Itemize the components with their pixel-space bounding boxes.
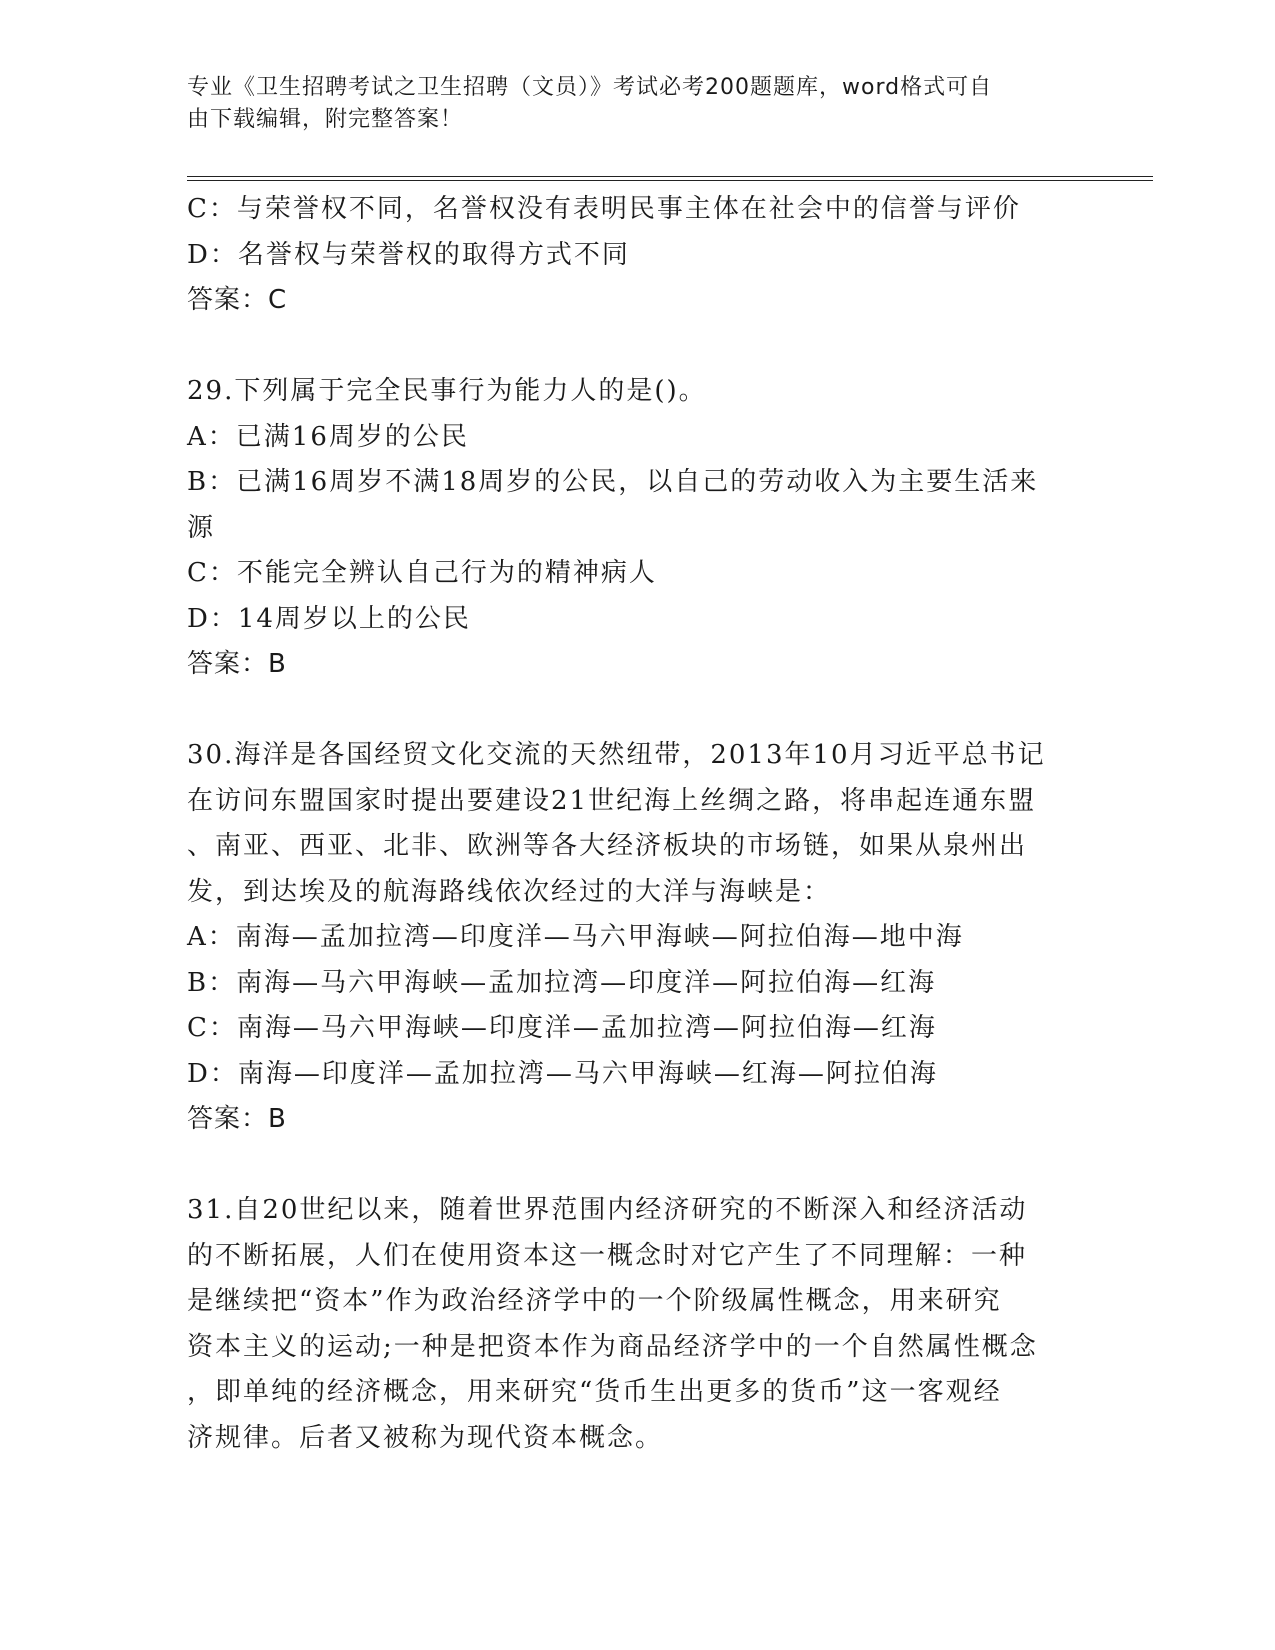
q30-stem-line-1: 30.海洋是各国经贸文化交流的天然纽带，2013年10月习近平总书记: [187, 740, 1046, 770]
q28-answer: 答案：C: [187, 285, 288, 315]
q30-answer: 答案：B: [187, 1104, 287, 1134]
q30-option-c: C：南海—马六甲海峡—印度洋—孟加拉湾—阿拉伯海—红海: [187, 1013, 937, 1043]
header-title-line-1: 专业《卫生招聘考试之卫生招聘（文员）》考试必考200题题库，word格式可自: [187, 75, 993, 100]
spacer: [187, 324, 1087, 370]
q30-option-b: B：南海—马六甲海峡—孟加拉湾—印度洋—阿拉伯海—红海: [187, 967, 937, 998]
q30-option-a: A：南海—孟加拉湾—印度洋—马六甲海峡—阿拉伯海—地中海: [187, 922, 964, 952]
q29-option-c: C：不能完全辨认自己行为的精神病人: [187, 558, 657, 588]
q31-stem-line-2: 的不断拓展，人们在使用资本这一概念时对它产生了不同理解：一种: [187, 1240, 1028, 1271]
q29-option-a: A：已满16周岁的公民: [187, 421, 469, 452]
q31-stem-line-3: 是继续把“资本”作为政治经济学中的一个阶级属性概念，用来研究: [187, 1286, 1002, 1316]
q30-stem-line-3: 、南亚、西亚、北非、欧洲等各大经济板块的市场链，如果从泉州出: [187, 831, 1028, 861]
q29-stem: 29.下列属于完全民事行为能力人的是()。: [187, 376, 707, 406]
q29-answer: 答案：B: [187, 649, 287, 679]
question-content: [187, 187, 1087, 1461]
spacer: [187, 688, 1087, 734]
document-header: [187, 72, 1067, 136]
spacer: [187, 1143, 1087, 1189]
q29-option-d: D：14周岁以上的公民: [187, 603, 471, 634]
q31-stem-line-4: 资本主义的运动;一种是把资本作为商品经济学中的一个自然属性概念: [187, 1331, 1038, 1362]
q31-stem-line-1: 31.自20世纪以来，随着世界范围内经济研究的不断深入和经济活动: [187, 1195, 1028, 1225]
q28-option-d: D：名誉权与荣誉权的取得方式不同: [187, 239, 630, 270]
header-title-line-2: 由下载编辑，附完整答案！: [187, 107, 464, 132]
q31-stem-line-6: 济规律。后者又被称为现代资本概念。: [187, 1422, 664, 1453]
q29-option-b-line-2: 源: [187, 512, 216, 543]
q30-option-d: D：南海—印度洋—孟加拉湾—马六甲海峡—红海—阿拉伯海: [187, 1058, 938, 1089]
q28-option-c: C：与荣誉权不同，名誉权没有表明民事主体在社会中的信誉与评价: [187, 194, 1021, 224]
header-divider: [187, 176, 1153, 181]
q30-stem-line-4: 发，到达埃及的航海路线依次经过的大洋与海峡是：: [187, 876, 832, 907]
q29-option-b-line-1: B：已满16周岁不满18周岁的公民，以自己的劳动收入为主要生活来: [187, 467, 1039, 497]
q30-stem-line-2: 在访问东盟国家时提出要建设21世纪海上丝绸之路，将串起连通东盟: [187, 785, 1037, 816]
q31-stem-line-5: ，即单纯的经济概念，用来研究“货币生出更多的货币”这一客观经: [187, 1377, 1002, 1407]
